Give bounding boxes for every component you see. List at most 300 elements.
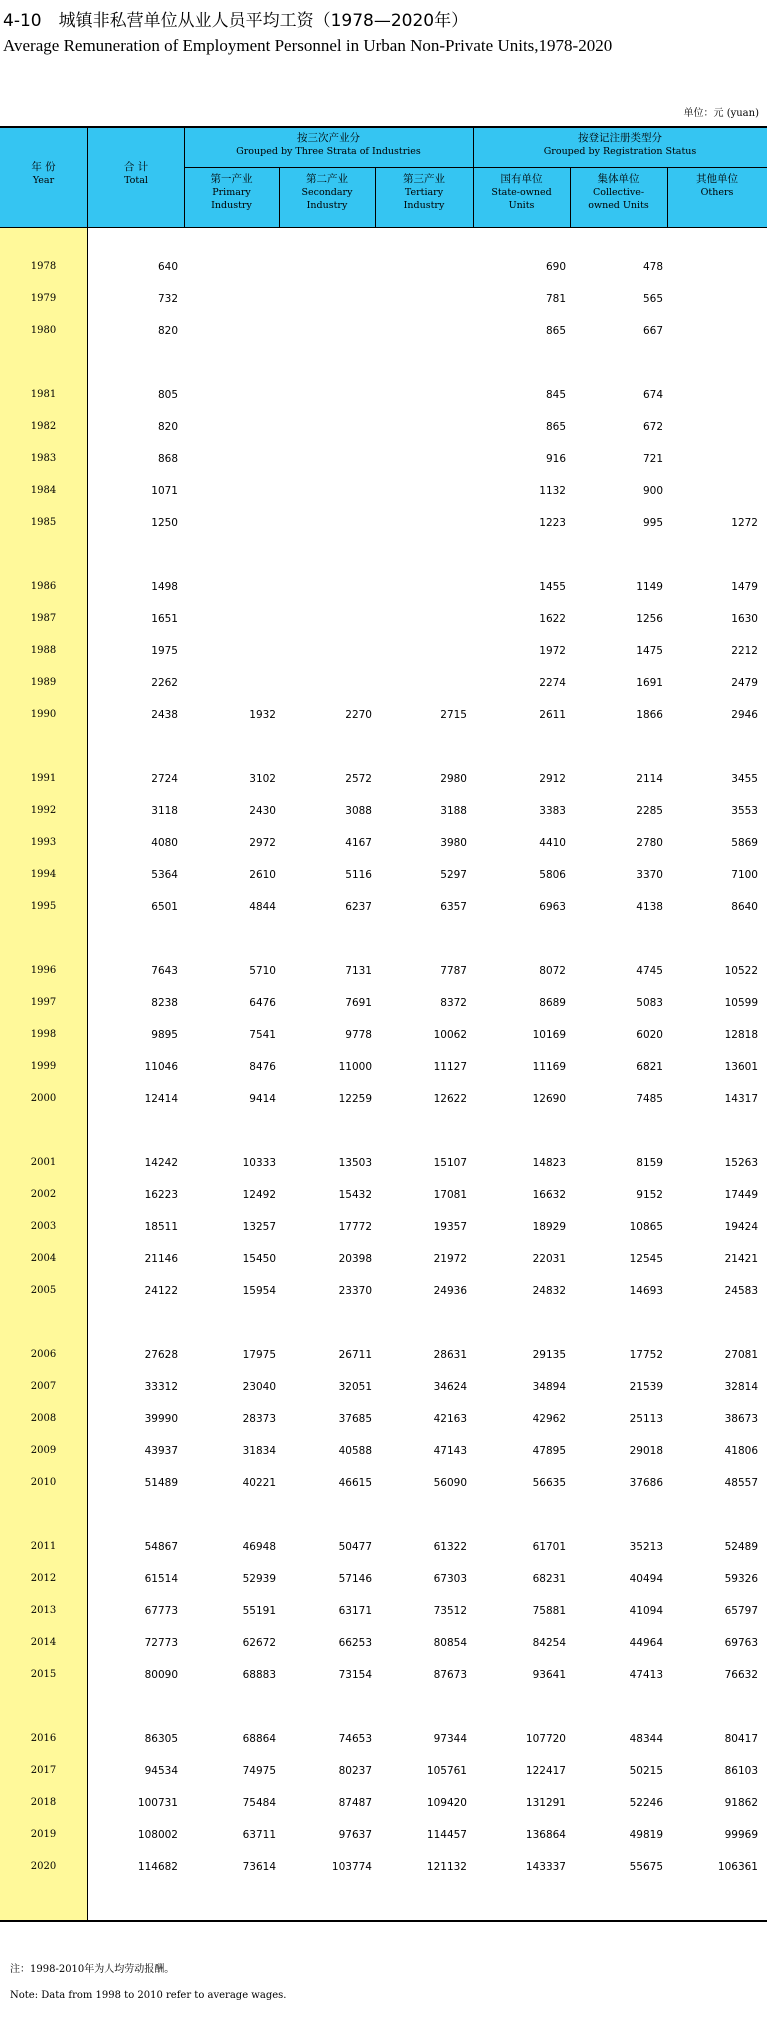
cell-primary: 2610: [249, 869, 276, 881]
table-row: [0, 709, 767, 725]
cell-others: 24583: [724, 1285, 758, 1297]
header-state-en: Units: [508, 200, 535, 211]
table-row: [0, 1029, 767, 1045]
cell-others: 10599: [724, 997, 758, 1009]
cell-total: 51489: [144, 1477, 178, 1489]
table-row: [0, 453, 767, 469]
cell-others: 52489: [724, 1541, 758, 1553]
table-row: [0, 869, 767, 885]
header-group-rule: [184, 167, 767, 168]
cell-tertiary: 7787: [440, 965, 467, 977]
cell-state: 5806: [539, 869, 566, 881]
cell-state: 24832: [532, 1285, 566, 1297]
cell-year: 2017: [30, 1765, 57, 1776]
cell-tertiary: 109420: [426, 1797, 467, 1809]
table-row: [0, 581, 767, 597]
cell-primary: 68883: [242, 1669, 276, 1681]
cell-tertiary: 12622: [433, 1093, 467, 1105]
cell-secondary: 73154: [338, 1669, 372, 1681]
cell-year: 2003: [30, 1221, 57, 1232]
header-primary-en: Industry: [211, 200, 252, 211]
cell-total: 868: [157, 453, 178, 465]
cell-collective: 10865: [629, 1221, 663, 1233]
cell-total: 18511: [144, 1221, 178, 1233]
cell-collective: 7485: [636, 1093, 663, 1105]
cell-collective: 900: [642, 485, 663, 497]
cell-tertiary: 114457: [426, 1829, 467, 1841]
cell-tertiary: 5297: [440, 869, 467, 881]
header-state-owned: [473, 173, 570, 212]
cell-primary: 62672: [242, 1637, 276, 1649]
cell-others: 1630: [731, 613, 758, 625]
cell-year: 1999: [30, 1061, 57, 1072]
cell-others: 8640: [731, 901, 758, 913]
cell-total: 640: [157, 261, 178, 273]
header-others-en: Others: [700, 187, 734, 198]
table-row: [0, 965, 767, 981]
cell-collective: 12545: [629, 1253, 663, 1265]
table-row: [0, 1573, 767, 1589]
cell-primary: 55191: [242, 1605, 276, 1617]
cell-total: 61514: [144, 1573, 178, 1585]
cell-others: 1272: [731, 517, 758, 529]
cell-collective: 478: [642, 261, 663, 273]
cell-year: 2012: [30, 1573, 57, 1584]
cell-tertiary: 2715: [440, 709, 467, 721]
cell-others: 65797: [724, 1605, 758, 1617]
cell-others: 10522: [724, 965, 758, 977]
cell-tertiary: 24936: [433, 1285, 467, 1297]
cell-year: 2009: [30, 1445, 57, 1456]
header-secondary: [279, 173, 375, 212]
cell-total: 72773: [144, 1637, 178, 1649]
cell-total: 80090: [144, 1669, 178, 1681]
cell-secondary: 103774: [331, 1861, 372, 1873]
table-row: [0, 1605, 767, 1621]
cell-total: 114682: [137, 1861, 178, 1873]
header-registration-en: Grouped by Registration Status: [543, 146, 697, 157]
cell-state: 56635: [532, 1477, 566, 1489]
header-total: [88, 161, 184, 187]
cell-state: 6963: [539, 901, 566, 913]
cell-secondary: 50477: [338, 1541, 372, 1553]
cell-total: 108002: [137, 1829, 178, 1841]
cell-collective: 2114: [636, 773, 663, 785]
cell-state: 1972: [539, 645, 566, 657]
cell-others: 1479: [731, 581, 758, 593]
cell-tertiary: 28631: [433, 1349, 467, 1361]
cell-state: 84254: [532, 1637, 566, 1649]
cell-tertiary: 15107: [433, 1157, 467, 1169]
header-primary-cn: 第一产业: [210, 173, 253, 185]
cell-total: 12414: [144, 1093, 178, 1105]
cell-collective: 4138: [636, 901, 663, 913]
cell-state: 22031: [532, 1253, 566, 1265]
table-row: [0, 1253, 767, 1269]
cell-year: 1987: [30, 613, 57, 624]
cell-total: 5364: [151, 869, 178, 881]
cell-primary: 2972: [249, 837, 276, 849]
cell-year: 2020: [30, 1861, 57, 1872]
header-state-cn: 国有单位: [500, 173, 543, 185]
header-collective-en: owned Units: [588, 200, 649, 211]
table-row: [0, 325, 767, 341]
cell-state: 1132: [539, 485, 566, 497]
cell-state: 1622: [539, 613, 566, 625]
cell-secondary: 13503: [338, 1157, 372, 1169]
cell-collective: 674: [642, 389, 663, 401]
cell-state: 68231: [532, 1573, 566, 1585]
wage-table: [0, 126, 767, 1921]
cell-year: 2015: [30, 1669, 57, 1680]
table-row: [0, 837, 767, 853]
cell-collective: 4745: [636, 965, 663, 977]
cell-collective: 44964: [629, 1637, 663, 1649]
cell-primary: 63711: [242, 1829, 276, 1841]
cell-year: 2001: [30, 1157, 57, 1168]
note-en: Note: Data from 1998 to 2010 refer to average wages.: [10, 1990, 287, 2001]
cell-primary: 15954: [242, 1285, 276, 1297]
cell-primary: 7541: [249, 1029, 276, 1041]
cell-state: 61701: [532, 1541, 566, 1553]
cell-collective: 29018: [629, 1445, 663, 1457]
cell-secondary: 57146: [338, 1573, 372, 1585]
cell-primary: 15450: [242, 1253, 276, 1265]
cell-others: 14317: [724, 1093, 758, 1105]
header-collective-cn: 集体单位: [597, 173, 640, 185]
cell-year: 2019: [30, 1829, 57, 1840]
header-collective-en: Collective-: [592, 187, 645, 198]
cell-state: 2912: [539, 773, 566, 785]
table-row: [0, 1477, 767, 1493]
cell-total: 39990: [144, 1413, 178, 1425]
cell-total: 21146: [144, 1253, 178, 1265]
cell-state: 865: [545, 325, 566, 337]
table-row: [0, 805, 767, 821]
cell-tertiary: 61322: [433, 1541, 467, 1553]
cell-tertiary: 11127: [433, 1061, 467, 1073]
table-row: [0, 1381, 767, 1397]
cell-others: 3553: [731, 805, 758, 817]
cell-total: 820: [157, 421, 178, 433]
cell-secondary: 5116: [345, 869, 372, 881]
cell-collective: 565: [642, 293, 663, 305]
cell-total: 100731: [137, 1797, 178, 1809]
cell-primary: 10333: [242, 1157, 276, 1169]
cell-year: 2002: [30, 1189, 57, 1200]
cell-others: 12818: [724, 1029, 758, 1041]
table-row: [0, 1413, 767, 1429]
cell-tertiary: 67303: [433, 1573, 467, 1585]
unit-label: 单位：元 (yuan): [683, 108, 759, 119]
cell-collective: 2285: [636, 805, 663, 817]
table-row: [0, 773, 767, 789]
cell-total: 1250: [151, 517, 178, 529]
cell-primary: 2430: [249, 805, 276, 817]
table-row: [0, 1541, 767, 1557]
table-row: [0, 1733, 767, 1749]
cell-collective: 6821: [636, 1061, 663, 1073]
cell-secondary: 7131: [345, 965, 372, 977]
table-row: [0, 1093, 767, 1109]
cell-tertiary: 80854: [433, 1637, 467, 1649]
cell-tertiary: 21972: [433, 1253, 467, 1265]
cell-primary: 3102: [249, 773, 276, 785]
cell-year: 1985: [30, 517, 57, 528]
table-row: [0, 901, 767, 917]
header-primary-en: Primary: [212, 187, 251, 198]
header-total-en: Total: [124, 175, 148, 186]
cell-year: 2018: [30, 1797, 57, 1808]
cell-others: 7100: [731, 869, 758, 881]
cell-year: 1995: [30, 901, 57, 912]
table-row: [0, 389, 767, 405]
cell-others: 38673: [724, 1413, 758, 1425]
cell-state: 136864: [525, 1829, 566, 1841]
cell-primary: 17975: [242, 1349, 276, 1361]
cell-state: 93641: [532, 1669, 566, 1681]
cell-collective: 48344: [629, 1733, 663, 1745]
cell-secondary: 32051: [338, 1381, 372, 1393]
cell-state: 8072: [539, 965, 566, 977]
table-row: [0, 293, 767, 309]
header-year-cn: 年 份: [31, 161, 56, 173]
cell-year: 2010: [30, 1477, 57, 1488]
cell-secondary: 11000: [338, 1061, 372, 1073]
header-primary: [184, 173, 279, 212]
header-tertiary: [375, 173, 473, 212]
cell-year: 1997: [30, 997, 57, 1008]
cell-others: 2212: [731, 645, 758, 657]
cell-tertiary: 121132: [426, 1861, 467, 1873]
cell-secondary: 15432: [338, 1189, 372, 1201]
cell-state: 2611: [539, 709, 566, 721]
cell-state: 2274: [539, 677, 566, 689]
cell-collective: 1149: [636, 581, 663, 593]
cell-others: 41806: [724, 1445, 758, 1457]
cell-collective: 17752: [629, 1349, 663, 1361]
header-year: [0, 161, 87, 187]
cell-state: 690: [545, 261, 566, 273]
cell-primary: 6476: [249, 997, 276, 1009]
cell-year: 2016: [30, 1733, 57, 1744]
cell-total: 33312: [144, 1381, 178, 1393]
cell-secondary: 17772: [338, 1221, 372, 1233]
cell-year: 2006: [30, 1349, 57, 1360]
cell-total: 54867: [144, 1541, 178, 1553]
cell-primary: 52939: [242, 1573, 276, 1585]
cell-primary: 5710: [249, 965, 276, 977]
cell-secondary: 63171: [338, 1605, 372, 1617]
table-row: [0, 645, 767, 661]
header-total-cn: 合 计: [123, 161, 149, 173]
cell-secondary: 7691: [345, 997, 372, 1009]
cell-total: 9895: [151, 1029, 178, 1041]
cell-year: 2014: [30, 1637, 57, 1648]
cell-collective: 1866: [636, 709, 663, 721]
cell-state: 47895: [532, 1445, 566, 1457]
cell-collective: 55675: [629, 1861, 663, 1873]
cell-primary: 1932: [249, 709, 276, 721]
cell-year: 1978: [30, 261, 57, 272]
cell-collective: 50215: [629, 1765, 663, 1777]
cell-secondary: 40588: [338, 1445, 372, 1457]
cell-others: 106361: [717, 1861, 758, 1873]
cell-collective: 3370: [636, 869, 663, 881]
table-row: [0, 517, 767, 533]
cell-year: 1989: [30, 677, 57, 688]
cell-primary: 28373: [242, 1413, 276, 1425]
cell-others: 48557: [724, 1477, 758, 1489]
table-row: [0, 613, 767, 629]
cell-state: 1223: [539, 517, 566, 529]
cell-others: 17449: [724, 1189, 758, 1201]
cell-total: 1651: [151, 613, 178, 625]
cell-year: 2013: [30, 1605, 57, 1616]
table-row: [0, 1061, 767, 1077]
cell-total: 3118: [151, 805, 178, 817]
header-tertiary-en: Tertiary: [404, 187, 444, 198]
cell-year: 1991: [30, 773, 57, 784]
cell-secondary: 97637: [338, 1829, 372, 1841]
cell-collective: 47413: [629, 1669, 663, 1681]
cell-secondary: 37685: [338, 1413, 372, 1425]
cell-collective: 40494: [629, 1573, 663, 1585]
cell-secondary: 20398: [338, 1253, 372, 1265]
cell-collective: 5083: [636, 997, 663, 1009]
cell-total: 1975: [151, 645, 178, 657]
header-strata-group: [184, 132, 473, 158]
table-row: [0, 1797, 767, 1813]
cell-total: 2724: [151, 773, 178, 785]
cell-state: 34894: [532, 1381, 566, 1393]
table-row: [0, 677, 767, 693]
cell-state: 122417: [525, 1765, 566, 1777]
header-secondary-en: Secondary: [301, 187, 353, 198]
cell-tertiary: 97344: [433, 1733, 467, 1745]
cell-primary: 46948: [242, 1541, 276, 1553]
cell-others: 99969: [724, 1829, 758, 1841]
cell-tertiary: 17081: [433, 1189, 467, 1201]
cell-secondary: 2270: [345, 709, 372, 721]
cell-secondary: 23370: [338, 1285, 372, 1297]
cell-total: 2262: [151, 677, 178, 689]
cell-secondary: 26711: [338, 1349, 372, 1361]
cell-state: 75881: [532, 1605, 566, 1617]
cell-total: 27628: [144, 1349, 178, 1361]
cell-total: 94534: [144, 1765, 178, 1777]
cell-collective: 995: [642, 517, 663, 529]
cell-total: 14242: [144, 1157, 178, 1169]
cell-primary: 13257: [242, 1221, 276, 1233]
header-year-en: Year: [32, 175, 55, 186]
cell-total: 16223: [144, 1189, 178, 1201]
cell-others: 15263: [724, 1157, 758, 1169]
cell-others: 80417: [724, 1733, 758, 1745]
cell-state: 131291: [525, 1797, 566, 1809]
cell-state: 11169: [532, 1061, 566, 1073]
header-strata-cn: 按三次产业分: [297, 132, 360, 144]
cell-year: 1982: [30, 421, 57, 432]
cell-tertiary: 8372: [440, 997, 467, 1009]
cell-state: 42962: [532, 1413, 566, 1425]
cell-year: 1993: [30, 837, 57, 848]
cell-state: 12690: [532, 1093, 566, 1105]
header-secondary-en: Industry: [306, 200, 348, 211]
header-collective: [570, 173, 667, 212]
table-row: [0, 1861, 767, 1877]
table-row: [0, 1157, 767, 1173]
cell-state: 143337: [525, 1861, 566, 1873]
cell-total: 8238: [151, 997, 178, 1009]
cell-state: 16632: [532, 1189, 566, 1201]
cell-state: 916: [545, 453, 566, 465]
cell-primary: 31834: [242, 1445, 276, 1457]
cell-secondary: 9778: [345, 1029, 372, 1041]
cell-year: 2008: [30, 1413, 57, 1424]
header-others: [667, 173, 767, 199]
cell-tertiary: 47143: [433, 1445, 467, 1457]
table-row: [0, 1445, 767, 1461]
cell-total: 805: [157, 389, 178, 401]
cell-total: 820: [157, 325, 178, 337]
cell-year: 2005: [30, 1285, 57, 1296]
cell-tertiary: 34624: [433, 1381, 467, 1393]
cell-year: 2000: [30, 1093, 57, 1104]
cell-others: 27081: [724, 1349, 758, 1361]
cell-secondary: 4167: [345, 837, 372, 849]
cell-tertiary: 42163: [433, 1413, 467, 1425]
table-row: [0, 1669, 767, 1685]
cell-primary: 74975: [242, 1765, 276, 1777]
cell-year: 1992: [30, 805, 57, 816]
header-tertiary-en: Industry: [403, 200, 445, 211]
cell-tertiary: 56090: [433, 1477, 467, 1489]
cell-total: 2438: [151, 709, 178, 721]
cell-state: 10169: [532, 1029, 566, 1041]
cell-others: 21421: [724, 1253, 758, 1265]
cell-secondary: 2572: [345, 773, 372, 785]
cell-tertiary: 3188: [440, 805, 467, 817]
cell-total: 7643: [151, 965, 178, 977]
header-secondary-cn: 第二产业: [306, 173, 348, 185]
cell-collective: 14693: [629, 1285, 663, 1297]
cell-total: 1071: [151, 485, 178, 497]
cell-secondary: 46615: [338, 1477, 372, 1489]
table-row: [0, 421, 767, 437]
cell-collective: 49819: [629, 1829, 663, 1841]
cell-year: 2011: [30, 1541, 57, 1552]
cell-year: 1979: [30, 293, 57, 304]
cell-tertiary: 3980: [440, 837, 467, 849]
cell-primary: 73614: [242, 1861, 276, 1873]
cell-collective: 37686: [629, 1477, 663, 1489]
table-row: [0, 1349, 767, 1365]
cell-state: 1455: [539, 581, 566, 593]
cell-collective: 25113: [629, 1413, 663, 1425]
cell-collective: 1256: [636, 613, 663, 625]
cell-year: 1984: [30, 485, 57, 496]
header-strata-en: Grouped by Three Strata of Industries: [236, 146, 421, 157]
cell-primary: 40221: [242, 1477, 276, 1489]
table-row: [0, 1221, 767, 1237]
cell-secondary: 6237: [345, 901, 372, 913]
cell-collective: 21539: [629, 1381, 663, 1393]
header-bottom-rule: [0, 227, 767, 228]
cell-total: 43937: [144, 1445, 178, 1457]
header-state-en: State-owned: [491, 187, 552, 198]
header-tertiary-cn: 第三产业: [403, 173, 445, 185]
